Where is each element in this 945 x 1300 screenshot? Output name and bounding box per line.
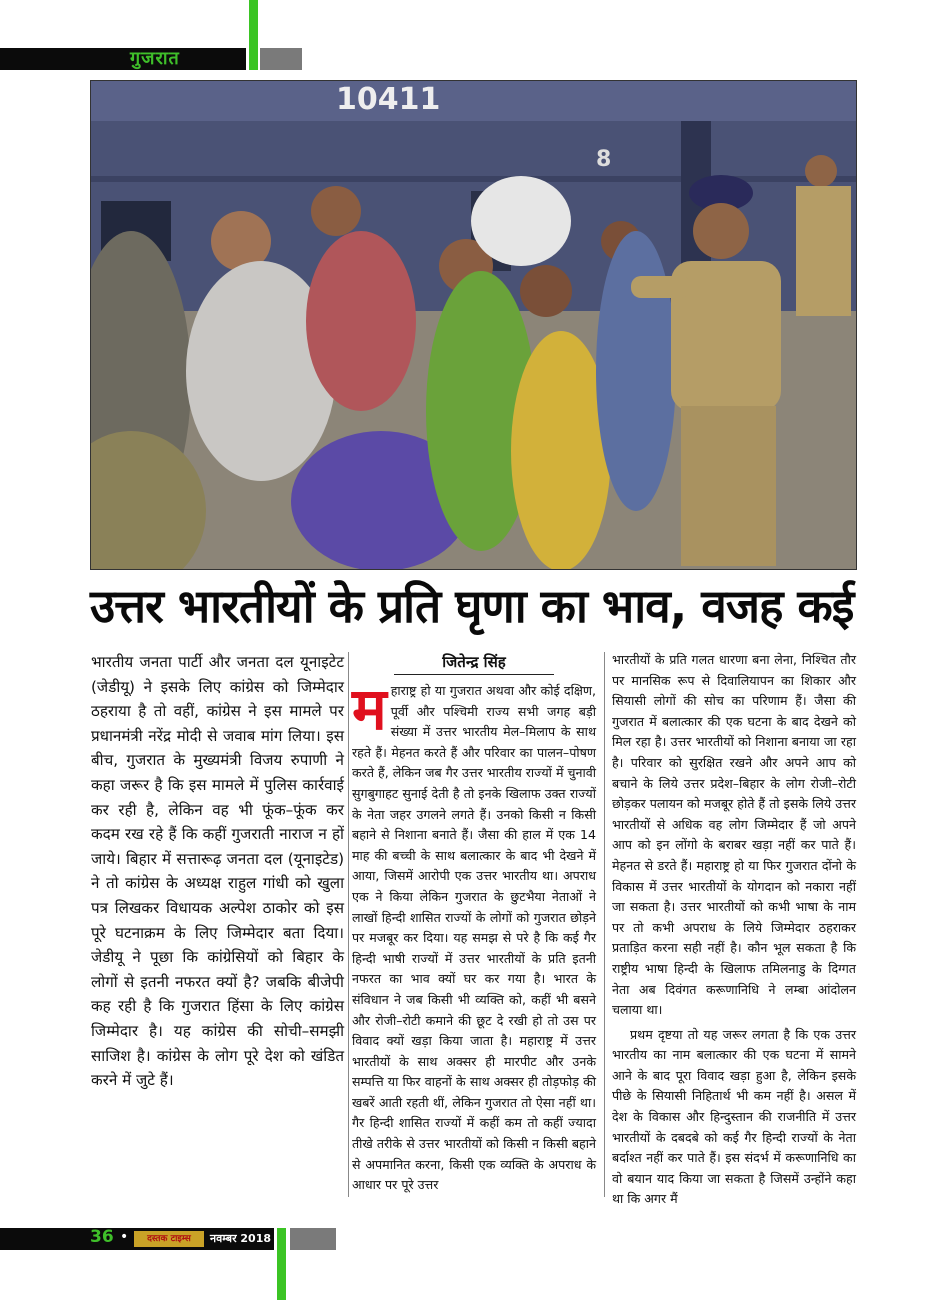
- woman-yellow-sari: [511, 331, 611, 570]
- photo-illustration: [91, 81, 857, 570]
- column-1-text: भारतीय जनता पार्टी और जनता दल यूनाइटेट (जेडीयू) ने इसके लिए कांग्रेस को जिम्मेदार ठहराया है तो वहीं, कांग्रेस ने इस मामले पर प्रधानमंत्री नरेंद्र मोदी से जवाब मांग लिया। इस बीच, गुजरात के मुख्यमंत्री विजय रुपाणी ने कहा जरूर है कि इस मामले में पुलिस कार्रवाई कर रही है, लेकिन वह भी फूंक–फूंक कर कदम रख रहे हैं कि कहीं गुजराती नाराज न हों जाये। बिहार में सत्तारूढ़ जनता दल (यूनाइटेड) ने तो कांग्रेस के अध्यक्ष राहुल गांधी को खुला पत्र लिखकर विधायक अल्पेश ठाकोर को इस पूरे घटनाक्रम के लिए जिम्मेदार बता दिया। जेडीयू ने पूछा कि कांग्रेसियों को बिहार के लोगों से इतनी नफरत क्यों है? जबकि बीजेपी कह रही है कि गुजरात हिंसा के लिए कांग्रेस जिम्मेदार है। यह कांग्रेस की सोची–समझी साजिश है। कांग्रेस के लोग पूरे देश को खंडित करने में जुटे हैं।: [91, 653, 344, 1090]
- footer-grey-block: [290, 1228, 336, 1250]
- column-divider: [348, 652, 349, 1197]
- column-2-text: हाराष्ट्र हो या गुजरात अथवा और कोई दक्षिण, पूर्वी और पश्चिमी राज्य सभी जगह बड़ी संख्या में उत्तर भारतीय मेल–मिलाप के साथ रहते हैं। मेहनत करते हैं और परिवार का पालन–पोषण करते हैं, लेकिन जब गैर उत्तर भारतीय राज्यों में चुनावी सुगबुगाहट सुनाई देती है तो इनके खिलाफ उक्त राज्यों के नेता जहर उगलने लगते हैं। उनको किसी न किसी बहाने से निशाना बनाते हैं। जैसा की हाल में एक 14 माह की बच्ची के साथ बलात्कार के बाद भी देखने में आया, जिसमें आरोपी एक उत्तर भारतीय था। अपराध एक ने किया लेकिन गुजरात के छुटभैया नेताओं ने लाखों हिन्दी शासित राज्यों के लोगों को गुजरात छोड़ने पर मजबूर कर दिया। यह समझ से परे है कि कई गैर हिन्दी भाषी राज्यों में उत्तर भारतीयों के प्रति इतनी नफरत का भाव क्यों घर कर गया है। भारत के संविधान ने जब किसी भी व्यक्ति को, कहीं भी बसने और रोजी–रोटी कमाने की छूट दे रखी हो तो उस पर विवाद क्यों खड़ा किया जाता है। महाराष्ट्र में उत्तर भारतीयों के साथ अक्सर ही मारपीट और उनके सम्पत्ति या फिर वाहनों के साथ अक्सर ही तोड़फोड़ की खबरें आती रहती थीं, लेकिन गुजरात तो ऐसा नहीं था। गैर हिन्दी शासित राज्यों में कहीं कम तो कहीं ज्यादा तीखे तरीके से उत्तर भारतीयों को किसी न किसी बहाने से अपमानित करना, किसी एक व्यक्ति के अपराध के आधार पर पूरे उत्तर: [352, 683, 596, 1193]
- column-3-paragraph-2: प्रथम दृष्टया तो यह जरूर लगता है कि एक उत्तर भारतीय का नाम बलात्कार की एक घटना में सामने आने के बाद पूरा विवाद खड़ा हुआ है, लेकिन इसके पीछे के सियासी निहितार्थ भी कम नहीं है। असल में देश के विकास और हिन्दुस्तान की राजनीति में उत्तर भारतीयों के दबदबे को कई गैर हिन्दी राज्यों के नेता बर्दाश्त नहीं कर पाते हैं। इस संदर्भ में करूणानिधि का वो बयान याद किया जा सकता है जिसमें उन्होंने कहा था कि अगर मैं: [612, 1026, 856, 1207]
- footer-green-bar: [277, 1228, 286, 1300]
- section-label: गुजरात: [130, 48, 180, 69]
- coach-number: 10411: [336, 82, 441, 117]
- header-band: [0, 48, 246, 70]
- column-divider: [604, 652, 605, 1197]
- magazine-logo: दस्तक टाइम्स: [134, 1231, 204, 1247]
- drop-cap: म: [352, 675, 387, 743]
- column-2-body: [352, 675, 596, 1196]
- svg-text:8: 8: [596, 147, 612, 172]
- page-number: 36: [90, 1227, 114, 1247]
- headline: उत्तर भारतीयों के प्रति घृणा का भाव, वजह कई: [90, 579, 854, 633]
- column-3-paragraph-1: भारतीयों के प्रति गलत धारणा बना लेना, निश्चित तौर पर मानसिक रूप से दिवालियापन का शिकार और सियासी लोगों की सोच का परिणाम हैं। जैसा की गुजरात में बलात्कार की एक घटना के बाद देखने को मिल रहा है। उत्तर भारतीयों को निशाना बनाया जा रहा है। परिवार को सुरक्षित रखने और अपने आप को बचाने के लिये उत्तर प्रदेश–बिहार के लोग रोजी–रोटी छोड़कर पलायन को मजबूर होते हैं तो इसके लिये उत्तर भारतीयों से अधिक वह लोग जिम्मेदार हैं जो अपने आप को इन लोंगो के बराबर खड़ा नहीं कर पाते हैं। मेहनत से डरते हैं। महाराष्ट्र हो या फिर गुजरात दोंनो के विकास में उत्तर भारतीयों के योगदान को नकारा नहीं जा सकता है। उत्तर भारतीयों को कभी भाषा के नाम पर तो कभी अपराध के लिये जिम्मेदार ठहराकर प्रताड़ित करना सही नहीं है। कौन भूल सकता है कि राष्ट्रीय भाषा हिन्दी के खिलाफ तमिलनाडु के दिग्गत नेता अब दिवंगत करूणानिधि ने लम्बा आंदोलन चलाया था।: [612, 652, 856, 1018]
- header-grey-block: [260, 48, 302, 70]
- news-photo: [90, 80, 857, 570]
- issue-date: नवम्बर 2018: [210, 1232, 272, 1245]
- footer-bullet: •: [120, 1229, 129, 1245]
- header-green-bar: [249, 0, 258, 70]
- column-2: [352, 650, 596, 1196]
- byline: जितेन्द्र सिंह: [394, 650, 554, 675]
- column-3: [612, 650, 856, 1210]
